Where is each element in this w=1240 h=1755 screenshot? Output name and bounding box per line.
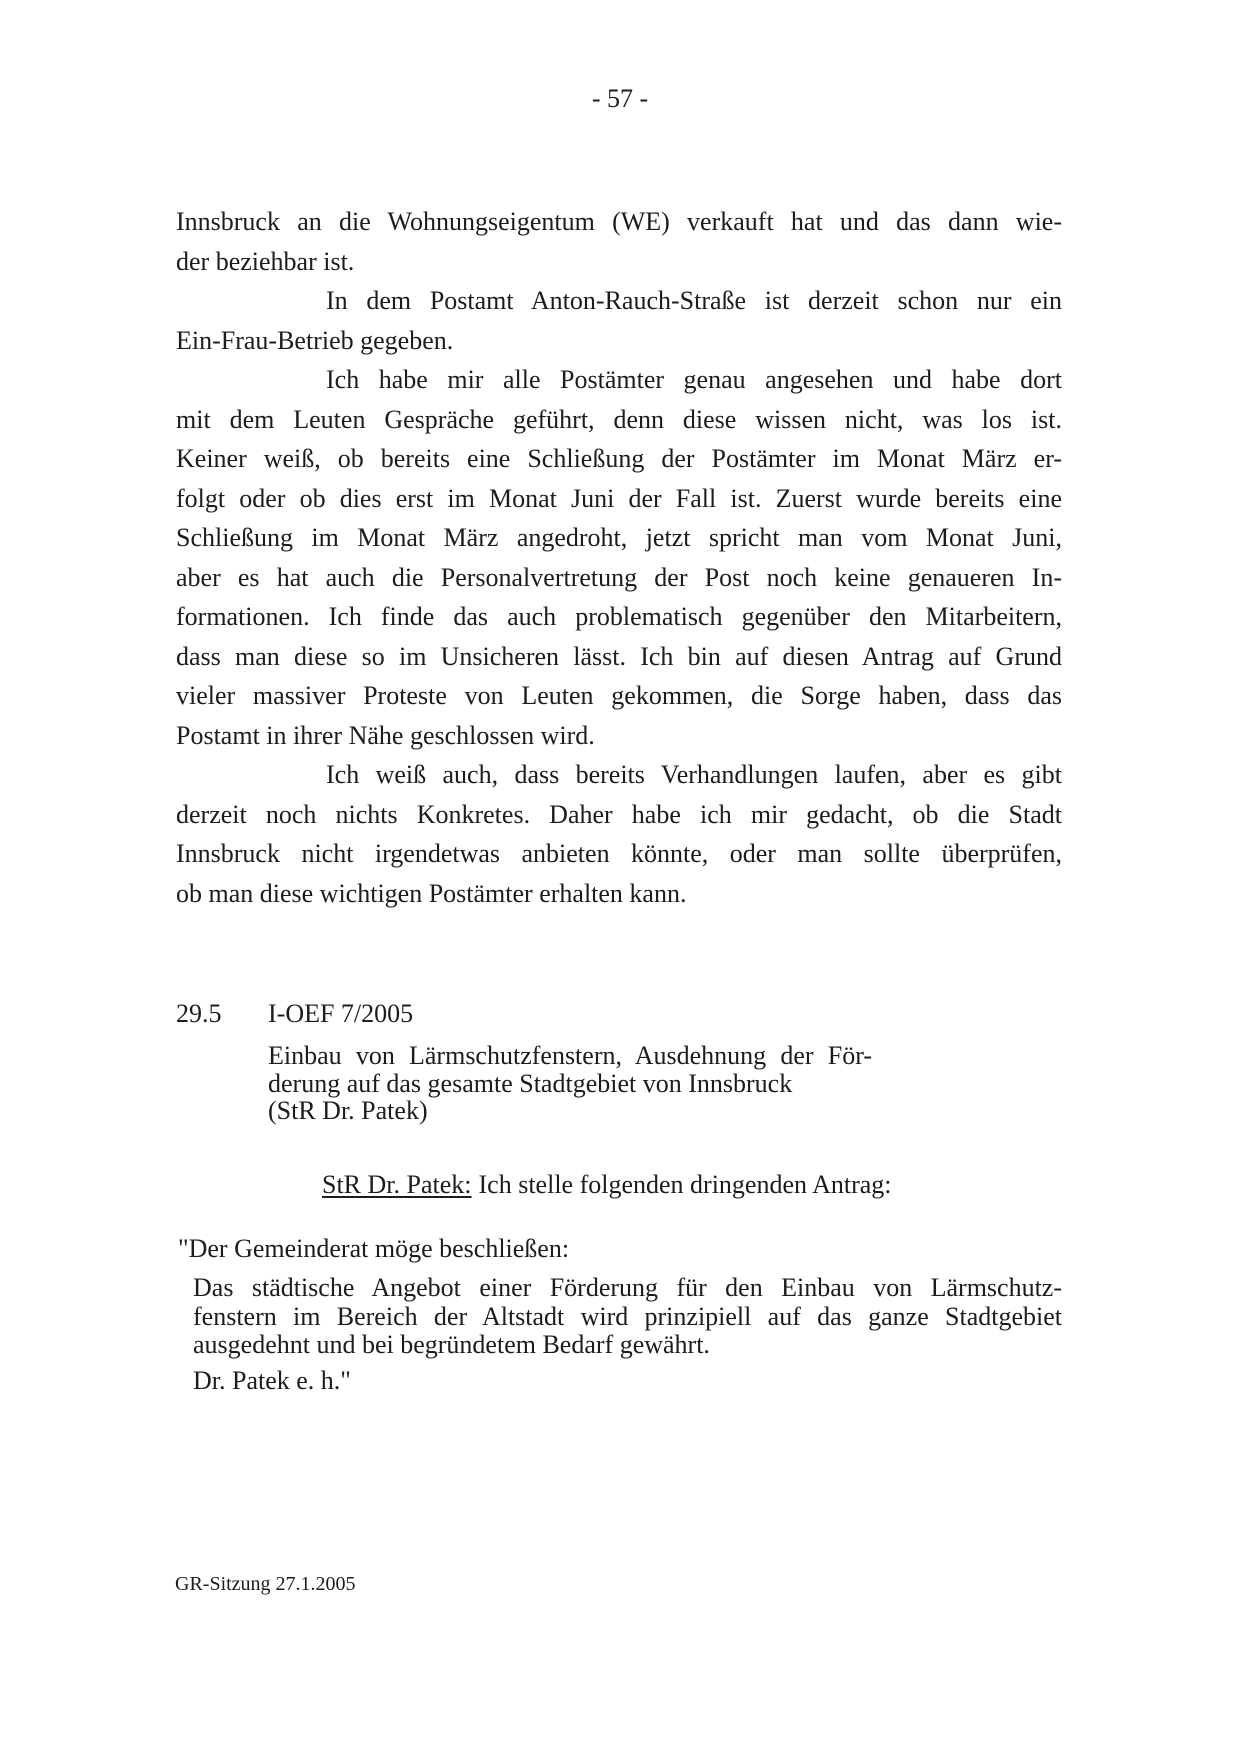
agenda-item-section (176, 1000, 1062, 1125)
body-line: dass man diese so im Unsicheren lässt. Ich bin auf diesen Antrag auf Grund (176, 641, 1062, 671)
speaker-name: StR Dr. Patek: (322, 1170, 472, 1199)
body-line: vieler massiver Proteste von Leuten gekommen, die Sorge haben, dass das (176, 681, 1062, 710)
agenda-item-title-line: derung auf das gesamte Stadtgebiet von Innsbruck (268, 1068, 793, 1098)
body-text-block (176, 202, 1062, 913)
motion-line: fenstern im Bereich der Altstadt wird prinzipiell auf das ganze Stadtgebiet (193, 1301, 1062, 1331)
page-number: - 57 - (591, 84, 649, 113)
body-line: folgt oder ob dies erst im Monat Juni der Fall ist. Zuerst wurde bereits eine (176, 483, 1062, 513)
body-line: Ich habe mir alle Postämter genau angesehen und habe dort (326, 365, 1062, 394)
body-line: aber es hat auch die Personalvertretung der Post noch keine genaueren In- (176, 562, 1062, 592)
agenda-item-number: 29.5 (176, 999, 222, 1028)
motion-line: Das städtische Angebot einer Förderung für den Einbau von Lärmschutz- (193, 1273, 1062, 1302)
agenda-item-title (268, 1042, 872, 1125)
body-line: Keiner weiß, ob bereits eine Schließung der Postämter im Monat März er- (176, 444, 1062, 473)
motion-body (193, 1274, 1062, 1360)
body-line: Innsbruck nicht irgendetwas anbieten könnte, oder man sollte überprüfen, (176, 839, 1062, 868)
body-line: ob man diese wichtigen Postämter erhalten kann. (176, 878, 687, 908)
body-line: mit dem Leuten Gespräche geführt, denn diese wissen nicht, was los ist. (176, 404, 1062, 434)
motion-signature: Dr. Patek e. h." (193, 1366, 351, 1395)
body-line: der beziehbar ist. (176, 246, 355, 276)
body-line: Ein-Frau-Betrieb gegeben. (176, 325, 454, 355)
page-footer: GR-Sitzung 27.1.2005 (175, 1573, 356, 1595)
agenda-item-title-line: Einbau von Lärmschutzfenstern, Ausdehnung der För- (268, 1041, 872, 1070)
motion-line: ausgedehnt und bei begründetem Bedarf gewährt. (193, 1330, 710, 1359)
body-line: Schließung im Monat März angedroht, jetzt spricht man vom Monat Juni, (176, 523, 1062, 552)
motion-intro: "Der Gemeinderat möge beschließen: (178, 1234, 570, 1263)
body-line: Innsbruck an die Wohnungseigentum (WE) verkauft hat und das dann wie- (176, 207, 1062, 236)
speaker-statement-text: Ich stelle folgenden dringenden Antrag: (478, 1170, 892, 1199)
body-line: formationen. Ich finde das auch problematisch gegenüber den Mitarbeitern, (176, 602, 1062, 631)
body-line: In dem Postamt Anton-Rauch-Straße ist derzeit schon nur ein (326, 286, 1062, 315)
agenda-item-heading (176, 1000, 1062, 1028)
body-line: Ich weiß auch, dass bereits Verhandlungen laufen, aber es gibt (326, 760, 1062, 789)
speaker-statement (322, 1170, 892, 1200)
body-line: Postamt in ihrer Nähe geschlossen wird. (176, 720, 595, 750)
agenda-item-code: I-OEF 7/2005 (268, 999, 414, 1028)
agenda-item-title-line: (StR Dr. Patek) (268, 1096, 428, 1125)
body-line: derzeit noch nichts Konkretes. Daher habe ich mir gedacht, ob die Stadt (176, 799, 1062, 829)
